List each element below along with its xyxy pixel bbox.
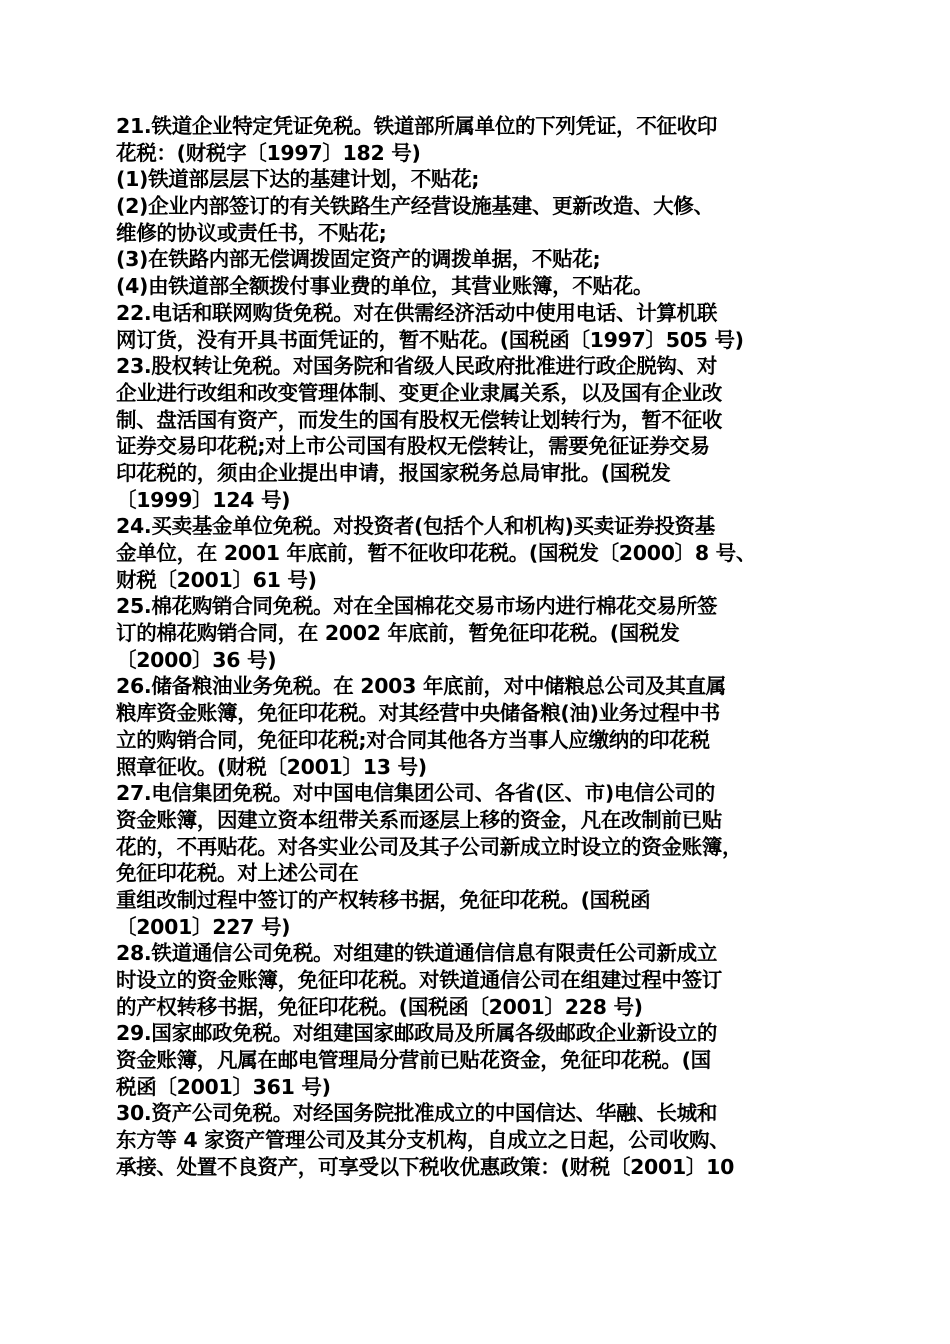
text-line: 维修的协议或责任书，不贴花; [116, 220, 387, 245]
text-line: 财税〔2001〕61 号) [116, 567, 317, 592]
text-line: 照章征收。(财税〔2001〕13 号) [116, 754, 427, 779]
text-line: 22.电话和联网购货免税。对在供需经济活动中使用电话、计算机联 [116, 300, 718, 325]
text-line: (2)企业内部签订的有关铁路生产经营设施基建、更新改造、大修、 [116, 194, 714, 219]
text-line: 24.买卖基金单位免税。对投资者(包括个人和机构)买卖证券投资基 [116, 514, 715, 539]
text-line: 资金账簿，凡属在邮电管理局分营前已贴花资金，免征印花税。(国 [116, 1048, 711, 1073]
text-line: 花的，不再贴花。对各实业公司及其子公司新成立时设立的资金账簿， [116, 834, 743, 859]
text-line: 29.国家邮政免税。对组建国家邮政局及所属各级邮政企业新设立的 [116, 1021, 718, 1046]
text-line: 25.棉花购销合同免税。对在全国棉花交易市场内进行棉花交易所签 [116, 594, 718, 619]
text-line: 26.储备粮油业务免税。在 2003 年底前，对中储粮总公司及其直属 [116, 674, 726, 699]
document-body [116, 113, 856, 1181]
text-line: 的产权转移书据，免征印花税。(国税函〔2001〕228 号) [116, 994, 643, 1019]
text-line: 花税：(财税字〔1997〕182 号) [116, 140, 421, 165]
text-line: 资金账簿，因建立资本纽带关系而逐层上移的资金，凡在改制前已贴 [116, 807, 722, 832]
text-line: 30.资产公司免税。对经国务院批准成立的中国信达、华融、长城和 [116, 1101, 718, 1126]
text-line: 免征印花税。对上述公司在 [116, 861, 359, 886]
text-line: (4)由铁道部全额拨付事业费的单位，其营业账簿，不贴花。 [116, 274, 654, 299]
text-line: 重组改制过程中签订的产权转移书据，免征印花税。(国税函 [116, 887, 651, 912]
text-line: 金单位，在 2001 年底前，暂不征收印花税。(国税发〔2000〕8 号、 [116, 541, 757, 565]
text-line: 制、盘活国有资产，而发生的国有股权无偿转让划转行为，暂不征收 [116, 407, 722, 432]
text-line: 21.铁道企业特定凭证免税。铁道部所属单位的下列凭证，不征收印 [116, 114, 718, 138]
text-line: 时设立的资金账簿，免征印花税。对铁道通信公司在组建过程中签订 [116, 968, 722, 992]
text-line: 东方等 4 家资产管理公司及其分支机构，自成立之日起，公司收购、 [116, 1128, 730, 1153]
text-line: (3)在铁路内部无偿调拨固定资产的调拨单据，不贴花; [116, 247, 601, 272]
text-line: 承接、处置不良资产，可享受以下税收优惠政策：(财税〔2001〕10 [116, 1154, 735, 1179]
text-line: 订的棉花购销合同，在 2002 年底前，暂免征印花税。(国税发 [116, 621, 680, 646]
text-line: 粮库资金账簿，免征印花税。对其经营中央储备粮(油)业务过程中书 [116, 701, 720, 726]
text-line: 28.铁道通信公司免税。对组建的铁道通信信息有限责任公司新成立 [116, 941, 718, 966]
text-line: 23.股权转让免税。对国务院和省级人民政府批准进行政企脱钩、对 [116, 354, 718, 379]
text-line: 〔2001〕227 号) [116, 914, 291, 939]
text-line: 税函〔2001〕361 号) [116, 1074, 331, 1099]
text-line: (1)铁道部层层下达的基建计划，不贴花; [116, 167, 480, 192]
text-line: 证券交易印花税;对上市公司国有股权无偿转让，需要免征证券交易 [116, 434, 710, 459]
text-line: 立的购销合同，免征印花税;对合同其他各方当事人应缴纳的印花税 [116, 727, 710, 752]
text-line: 网订货，没有开具书面凭证的，暂不贴花。(国税函〔1997〕505 号) [116, 327, 744, 352]
text-line: 27.电信集团免税。对中国电信集团公司、各省(区、市)电信公司的 [116, 781, 715, 806]
text-line: 企业进行改组和改变管理体制、变更企业隶属关系，以及国有企业改 [116, 380, 722, 405]
text-line: 印花税的，须由企业提出申请，报国家税务总局审批。(国税发 [116, 460, 671, 485]
text-line: 〔2000〕36 号) [116, 647, 277, 672]
text-line: 〔1999〕124 号) [116, 487, 291, 512]
